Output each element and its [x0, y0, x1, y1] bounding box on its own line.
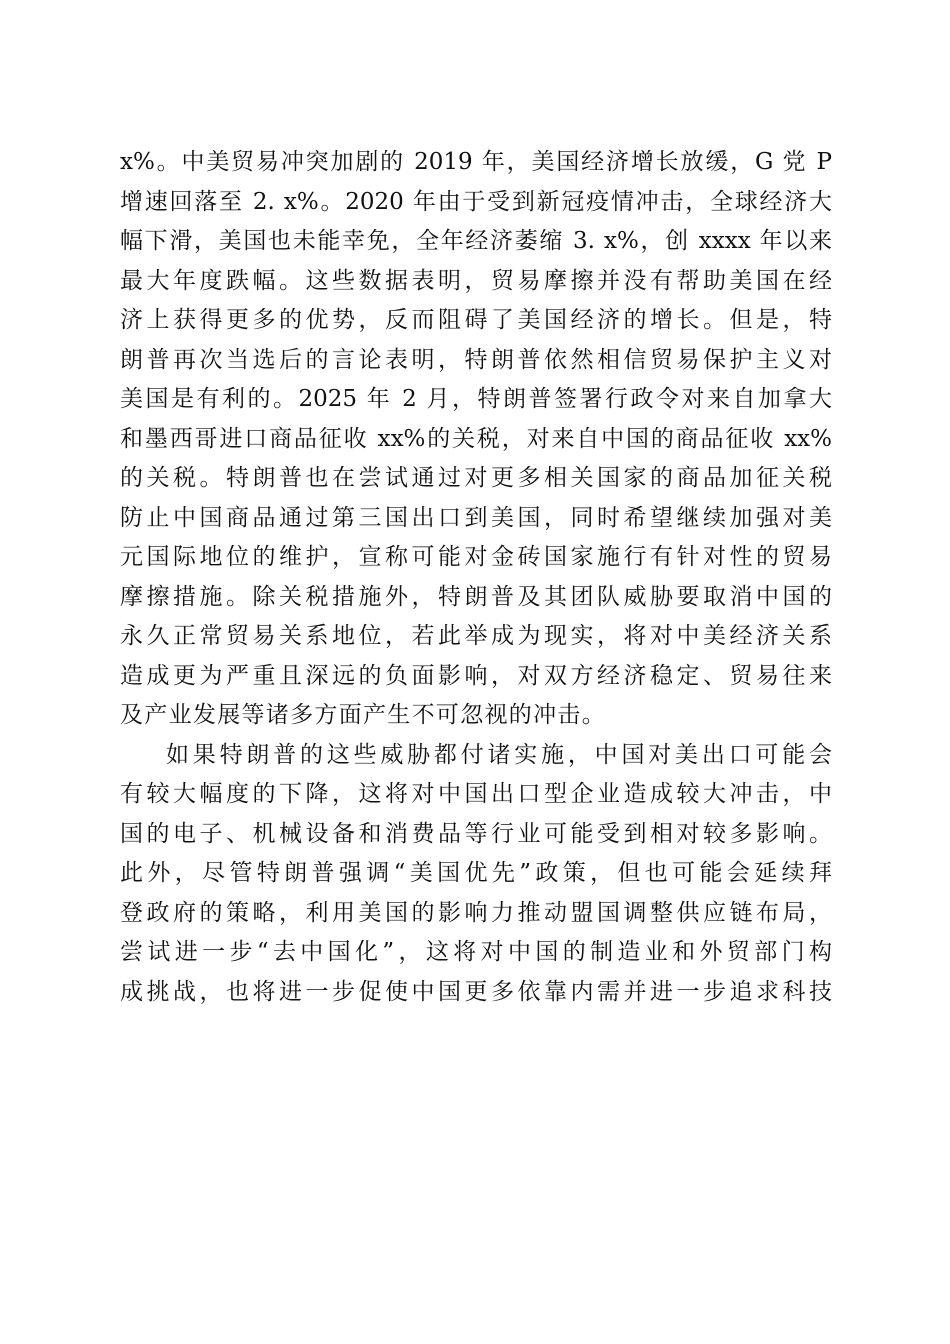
text-line: 有较大幅度的下降，这将对中国出口型企业造成较大冲击，中 — [120, 781, 832, 807]
text-line: 永久正常贸易关系地位，若此举成为现实，将对中美经济关系 — [120, 623, 832, 649]
text-line: 的关税。特朗普也在尝试通过对更多相关国家的商品加征关税 — [120, 465, 832, 491]
text-line: 尝试进一步“去中国化”，这将对中国的制造业和外贸部门构 — [120, 939, 832, 965]
paragraph-2 — [120, 736, 832, 1013]
text-line: 美国是有利的。2025 年 2 月，特朗普签署行政令对来自加拿大 — [120, 386, 832, 412]
text-line: 登政府的策略，利用美国的影响力推动盟国调整供应链布局， — [120, 899, 832, 926]
text-line: 济上获得更多的优势，反而阻碍了美国经济的增长。但是，特 — [120, 307, 832, 333]
text-line: 国的电子、机械设备和消费品等行业可能受到相对较多影响。 — [120, 820, 832, 847]
body-text — [120, 143, 832, 1012]
text-line: 造成更为严重且深远的负面影响，对双方经济稳定、贸易往来 — [120, 662, 832, 689]
text-line: 如果特朗普的这些威胁都付诸实施，中国对美出口可能会 — [166, 741, 832, 768]
text-line: 成挑战，也将进一步促使中国更多依靠内需并进一步追求科技 — [120, 978, 832, 1005]
text-line: 朗普再次当选后的言论表明，特朗普依然相信贸易保护主义对 — [120, 346, 832, 373]
text-line: 此外，尽管特朗普强调“美国优先”政策，但也可能会延续拜 — [120, 860, 832, 886]
text-line: 增速回落至 2. x%。2020 年由于受到新冠疫情冲击，全球经济大 — [120, 188, 832, 215]
text-line: 摩擦措施。除关税措施外，特朗普及其团队威胁要取消中国的 — [120, 583, 832, 610]
text-line: 元国际地位的维护，宣称可能对金砖国家施行有针对性的贸易 — [120, 544, 832, 570]
text-line: 及产业发展等诸多方面产生不可忽视的冲击。 — [120, 702, 606, 728]
paragraph-1 — [120, 143, 832, 736]
text-line: 最大年度跌幅。这些数据表明，贸易摩擦并没有帮助美国在经 — [120, 267, 832, 294]
text-line: x%。中美贸易冲突加剧的 2019 年，美国经济增长放缓，G 党 P — [120, 149, 832, 175]
text-line: 幅下滑，美国也未能幸免，全年经济萎缩 3. x%，创 xxxx 年以来 — [120, 228, 832, 254]
text-line: 和墨西哥进口商品征收 xx%的关税，对来自中国的商品征收 xx% — [120, 425, 832, 452]
text-line: 防止中国商品通过第三国出口到美国，同时希望继续加强对美 — [120, 504, 832, 531]
